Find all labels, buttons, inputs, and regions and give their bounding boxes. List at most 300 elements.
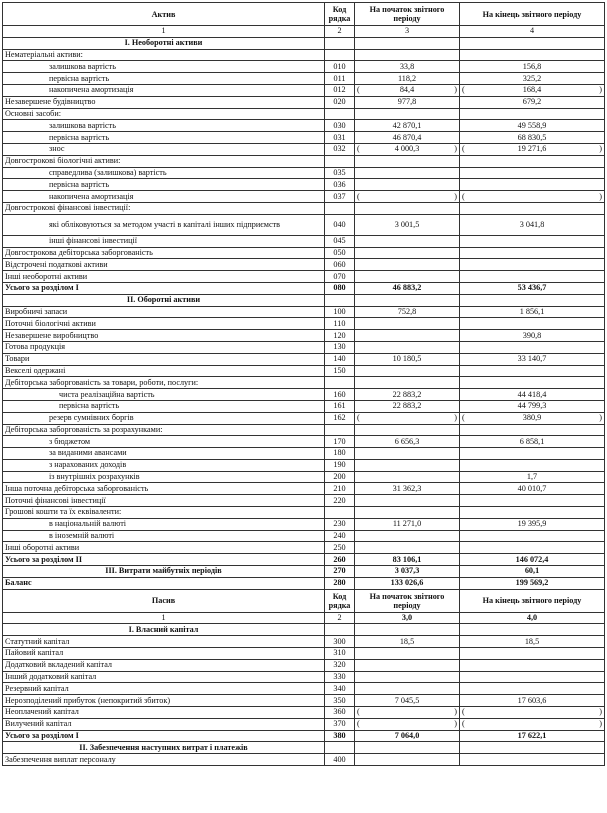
value-begin: 6 656,3 bbox=[355, 436, 460, 448]
value-begin-value: 4 000,3 bbox=[394, 144, 420, 154]
value-end: 1 856,1 bbox=[460, 306, 605, 318]
assets-header-row bbox=[3, 3, 605, 26]
table-row bbox=[3, 330, 605, 342]
liabilities-header-row bbox=[3, 589, 605, 612]
open-paren: ( bbox=[462, 191, 465, 201]
value-begin bbox=[355, 424, 460, 436]
value-end: 390,8 bbox=[460, 330, 605, 342]
value-end bbox=[460, 412, 605, 424]
value-end: 146 072,4 bbox=[460, 554, 605, 566]
row-label: Дебіторська заборгованість за розрахунками: bbox=[3, 424, 325, 436]
row-label: Інша поточна дебіторська заборгованість bbox=[3, 483, 325, 495]
value-begin bbox=[355, 271, 460, 283]
col-number: 1 bbox=[3, 612, 325, 624]
row-label: Незавершене будівництво bbox=[3, 96, 325, 108]
row-code: 040 bbox=[325, 214, 355, 235]
table-row bbox=[3, 683, 605, 695]
section-heading-row bbox=[3, 624, 605, 636]
table-row bbox=[3, 448, 605, 460]
row-code: 012 bbox=[325, 84, 355, 96]
value-begin bbox=[355, 191, 460, 203]
value-begin bbox=[355, 624, 460, 636]
liabilities-header-label: Пасив bbox=[3, 589, 325, 612]
value-end-value: 19 271,6 bbox=[517, 144, 547, 154]
row-code: 280 bbox=[325, 577, 355, 589]
assets-header-end: На кінець звітного періоду bbox=[460, 3, 605, 26]
table-row bbox=[3, 671, 605, 683]
value-end: 53 436,7 bbox=[460, 282, 605, 294]
value-end bbox=[460, 259, 605, 271]
row-code: 110 bbox=[325, 318, 355, 330]
row-code: 035 bbox=[325, 167, 355, 179]
row-code: 011 bbox=[325, 73, 355, 85]
value-begin bbox=[355, 247, 460, 259]
table-row bbox=[3, 554, 605, 566]
value-end bbox=[460, 318, 605, 330]
row-code: 310 bbox=[325, 648, 355, 660]
row-label: Усього за розділом I bbox=[3, 282, 325, 294]
value-end bbox=[460, 108, 605, 120]
table-row bbox=[3, 235, 605, 247]
table-row bbox=[3, 754, 605, 766]
table-row bbox=[3, 143, 605, 155]
row-code bbox=[325, 49, 355, 61]
row-label: Інші оборотні активи bbox=[3, 542, 325, 554]
row-label: які обліковуються за методом участі в капіталі інших підприємств bbox=[3, 214, 325, 235]
row-label: із внутрішніх розрахунків bbox=[3, 471, 325, 483]
row-code: 210 bbox=[325, 483, 355, 495]
value-begin bbox=[355, 683, 460, 695]
row-code bbox=[325, 624, 355, 636]
value-begin: 7 045,5 bbox=[355, 695, 460, 707]
assets-section bbox=[3, 3, 605, 590]
row-code: 400 bbox=[325, 754, 355, 766]
table-row bbox=[3, 61, 605, 73]
assets-column-numbers bbox=[3, 26, 605, 38]
row-code bbox=[325, 294, 355, 306]
value-end bbox=[460, 718, 605, 730]
value-end: 68 830,5 bbox=[460, 132, 605, 144]
table-row bbox=[3, 132, 605, 144]
row-label: інші фінансові інвестиції bbox=[3, 235, 325, 247]
row-label: Векселі одержані bbox=[3, 365, 325, 377]
value-end: 19 395,9 bbox=[460, 518, 605, 530]
value-begin bbox=[355, 459, 460, 471]
value-end-value: 380,9 bbox=[522, 413, 542, 423]
value-end: 33 140,7 bbox=[460, 353, 605, 365]
row-code: 320 bbox=[325, 659, 355, 671]
row-label: Статутний капітал bbox=[3, 636, 325, 648]
row-code: 350 bbox=[325, 695, 355, 707]
row-label: Довгострокові біологічні активи: bbox=[3, 155, 325, 167]
open-paren: ( bbox=[462, 707, 465, 717]
col-number: 4,0 bbox=[460, 612, 605, 624]
value-end bbox=[460, 507, 605, 519]
row-code: 260 bbox=[325, 554, 355, 566]
section-title: I. Необоротні активи bbox=[3, 37, 325, 49]
row-label: Довгострокові фінансові інвестиції: bbox=[3, 202, 325, 214]
liabilities-header-end: На кінець звітного періоду bbox=[460, 589, 605, 612]
table-row bbox=[3, 282, 605, 294]
row-label: Поточні біологічні активи bbox=[3, 318, 325, 330]
liabilities-header-code: Код рядка bbox=[325, 589, 355, 612]
row-label: Усього за розділом II bbox=[3, 554, 325, 566]
row-label: справедлива (залишкова) вартість bbox=[3, 167, 325, 179]
value-end bbox=[460, 247, 605, 259]
row-code: 036 bbox=[325, 179, 355, 191]
col-number: 1 bbox=[3, 26, 325, 38]
table-row bbox=[3, 108, 605, 120]
value-end bbox=[460, 179, 605, 191]
row-label: первісна вартість bbox=[3, 179, 325, 191]
value-end bbox=[460, 459, 605, 471]
table-row bbox=[3, 120, 605, 132]
section-heading-row bbox=[3, 37, 605, 49]
row-code: 031 bbox=[325, 132, 355, 144]
row-code bbox=[325, 742, 355, 754]
row-label: Довгострокова дебіторська заборгованість bbox=[3, 247, 325, 259]
row-code: 140 bbox=[325, 353, 355, 365]
value-begin bbox=[355, 530, 460, 542]
value-begin: 977,8 bbox=[355, 96, 460, 108]
table-row bbox=[3, 695, 605, 707]
value-end bbox=[460, 84, 605, 96]
row-label: Резервний капітал bbox=[3, 683, 325, 695]
open-paren: ( bbox=[357, 144, 360, 154]
value-begin bbox=[355, 412, 460, 424]
value-begin-value: 84,4 bbox=[399, 85, 415, 95]
value-end bbox=[460, 742, 605, 754]
value-end bbox=[460, 648, 605, 660]
row-label: III. Витрати майбутніх періодів bbox=[3, 566, 325, 578]
open-paren: ( bbox=[462, 85, 465, 95]
row-code: 340 bbox=[325, 683, 355, 695]
table-row bbox=[3, 471, 605, 483]
row-code: 162 bbox=[325, 412, 355, 424]
row-code: 120 bbox=[325, 330, 355, 342]
close-paren: ) bbox=[454, 85, 457, 95]
table-row bbox=[3, 730, 605, 742]
value-begin bbox=[355, 471, 460, 483]
row-code: 240 bbox=[325, 530, 355, 542]
value-end bbox=[460, 542, 605, 554]
row-code: 020 bbox=[325, 96, 355, 108]
table-row bbox=[3, 707, 605, 719]
value-begin: 752,8 bbox=[355, 306, 460, 318]
value-end bbox=[460, 448, 605, 460]
value-begin bbox=[355, 671, 460, 683]
row-code: 150 bbox=[325, 365, 355, 377]
row-code: 030 bbox=[325, 120, 355, 132]
value-begin: 10 180,5 bbox=[355, 353, 460, 365]
row-label: первісна вартість bbox=[3, 132, 325, 144]
liabilities-header-begin: На початок звітного періоду bbox=[355, 589, 460, 612]
row-code: 070 bbox=[325, 271, 355, 283]
row-label: Усього за розділом I bbox=[3, 730, 325, 742]
row-label: Виробничі запаси bbox=[3, 306, 325, 318]
section-title: II. Забезпечення наступних витрат і платежів bbox=[3, 742, 325, 754]
value-end bbox=[460, 49, 605, 61]
value-end bbox=[460, 683, 605, 695]
value-begin bbox=[355, 155, 460, 167]
value-end: 44 418,4 bbox=[460, 389, 605, 401]
value-begin bbox=[355, 507, 460, 519]
close-paren: ) bbox=[454, 707, 457, 717]
value-begin bbox=[355, 495, 460, 507]
value-end bbox=[460, 530, 605, 542]
row-label: Незавершене виробництво bbox=[3, 330, 325, 342]
section-title: I. Власний капітал bbox=[3, 624, 325, 636]
value-end bbox=[460, 495, 605, 507]
value-end bbox=[460, 365, 605, 377]
liabilities-column-numbers bbox=[3, 612, 605, 624]
value-begin bbox=[355, 318, 460, 330]
row-label: Готова продукція bbox=[3, 341, 325, 353]
value-end: 199 569,2 bbox=[460, 577, 605, 589]
row-label: Товари bbox=[3, 353, 325, 365]
row-label: Грошові кошти та їх еквіваленти: bbox=[3, 507, 325, 519]
col-number: 4 bbox=[460, 26, 605, 38]
value-begin: 3 001,5 bbox=[355, 214, 460, 235]
balance-sheet-table bbox=[2, 2, 605, 766]
row-label: Інший додатковий капітал bbox=[3, 671, 325, 683]
value-end: 325,2 bbox=[460, 73, 605, 85]
assets-header-code: Код рядка bbox=[325, 3, 355, 26]
table-row bbox=[3, 566, 605, 578]
value-begin: 22 883,2 bbox=[355, 389, 460, 401]
value-begin bbox=[355, 707, 460, 719]
close-paren: ) bbox=[599, 144, 602, 154]
col-number: 3 bbox=[355, 26, 460, 38]
row-code: 170 bbox=[325, 436, 355, 448]
value-begin bbox=[355, 742, 460, 754]
row-code bbox=[325, 37, 355, 49]
value-begin: 46 883,2 bbox=[355, 282, 460, 294]
value-begin bbox=[355, 37, 460, 49]
table-row bbox=[3, 353, 605, 365]
table-row bbox=[3, 389, 605, 401]
value-end bbox=[460, 294, 605, 306]
row-code: 037 bbox=[325, 191, 355, 203]
table-row bbox=[3, 718, 605, 730]
open-paren: ( bbox=[462, 719, 465, 729]
value-end bbox=[460, 624, 605, 636]
close-paren: ) bbox=[599, 707, 602, 717]
row-code: 010 bbox=[325, 61, 355, 73]
row-label: накопичена амортизація bbox=[3, 84, 325, 96]
value-end bbox=[460, 235, 605, 247]
row-label: Додатковий вкладений капітал bbox=[3, 659, 325, 671]
value-end bbox=[460, 754, 605, 766]
close-paren: ) bbox=[454, 719, 457, 729]
table-row bbox=[3, 507, 605, 519]
close-paren: ) bbox=[599, 85, 602, 95]
value-begin bbox=[355, 754, 460, 766]
value-end bbox=[460, 671, 605, 683]
row-label: чиста реалізаційна вартість bbox=[3, 389, 325, 401]
open-paren: ( bbox=[357, 707, 360, 717]
row-code: 100 bbox=[325, 306, 355, 318]
row-label: Інші необоротні активи bbox=[3, 271, 325, 283]
row-label: Відстрочені податкові активи bbox=[3, 259, 325, 271]
row-label: первісна вартість bbox=[3, 400, 325, 412]
row-code: 300 bbox=[325, 636, 355, 648]
close-paren: ) bbox=[599, 191, 602, 201]
value-begin bbox=[355, 143, 460, 155]
table-row bbox=[3, 659, 605, 671]
value-end-value: 168,4 bbox=[522, 85, 542, 95]
row-code: 160 bbox=[325, 389, 355, 401]
row-code: 060 bbox=[325, 259, 355, 271]
row-code bbox=[325, 108, 355, 120]
section-title: II. Оборотні активи bbox=[3, 294, 325, 306]
close-paren: ) bbox=[454, 413, 457, 423]
open-paren: ( bbox=[462, 144, 465, 154]
value-begin bbox=[355, 659, 460, 671]
value-begin: 3 037,3 bbox=[355, 566, 460, 578]
value-end bbox=[460, 202, 605, 214]
row-label: з нарахованих доходів bbox=[3, 459, 325, 471]
row-label: в національній валюті bbox=[3, 518, 325, 530]
row-label: за виданими авансами bbox=[3, 448, 325, 460]
table-row bbox=[3, 424, 605, 436]
value-begin bbox=[355, 108, 460, 120]
value-begin: 83 106,1 bbox=[355, 554, 460, 566]
open-paren: ( bbox=[462, 413, 465, 423]
row-code: 250 bbox=[325, 542, 355, 554]
value-begin: 33,8 bbox=[355, 61, 460, 73]
table-row bbox=[3, 202, 605, 214]
row-code bbox=[325, 424, 355, 436]
table-row bbox=[3, 518, 605, 530]
row-label: знос bbox=[3, 143, 325, 155]
row-label: Основні засоби: bbox=[3, 108, 325, 120]
value-begin bbox=[355, 542, 460, 554]
value-begin bbox=[355, 259, 460, 271]
row-label: Вилучений капітал bbox=[3, 718, 325, 730]
value-end: 49 558,9 bbox=[460, 120, 605, 132]
row-code: 190 bbox=[325, 459, 355, 471]
value-end bbox=[460, 377, 605, 389]
table-row bbox=[3, 179, 605, 191]
close-paren: ) bbox=[599, 413, 602, 423]
table-row bbox=[3, 412, 605, 424]
value-end: 18,5 bbox=[460, 636, 605, 648]
table-row bbox=[3, 483, 605, 495]
row-code: 380 bbox=[325, 730, 355, 742]
value-end: 156,8 bbox=[460, 61, 605, 73]
value-end: 3 041,8 bbox=[460, 214, 605, 235]
row-code: 270 bbox=[325, 566, 355, 578]
row-code: 220 bbox=[325, 495, 355, 507]
row-code: 360 bbox=[325, 707, 355, 719]
row-label: накопичена амортизація bbox=[3, 191, 325, 203]
row-label: залишкова вартість bbox=[3, 120, 325, 132]
table-row bbox=[3, 49, 605, 61]
section-heading-row bbox=[3, 294, 605, 306]
section-heading-row bbox=[3, 742, 605, 754]
table-row bbox=[3, 377, 605, 389]
assets-header-begin: На початок звітного періоду bbox=[355, 3, 460, 26]
row-code: 130 bbox=[325, 341, 355, 353]
row-label: резерв сумнівних боргів bbox=[3, 412, 325, 424]
row-label: первісна вартість bbox=[3, 73, 325, 85]
value-begin bbox=[355, 648, 460, 660]
table-row bbox=[3, 259, 605, 271]
value-begin: 118,2 bbox=[355, 73, 460, 85]
value-begin: 31 362,3 bbox=[355, 483, 460, 495]
value-begin: 42 870,1 bbox=[355, 120, 460, 132]
table-row bbox=[3, 84, 605, 96]
col-number: 3,0 bbox=[355, 612, 460, 624]
table-row bbox=[3, 167, 605, 179]
col-number: 2 bbox=[325, 612, 355, 624]
row-label: Неоплачений капітал bbox=[3, 707, 325, 719]
row-label: Забезпечення виплат персоналу bbox=[3, 754, 325, 766]
table-row bbox=[3, 96, 605, 108]
row-label: з бюджетом bbox=[3, 436, 325, 448]
table-row bbox=[3, 648, 605, 660]
table-row bbox=[3, 191, 605, 203]
value-begin bbox=[355, 365, 460, 377]
table-row bbox=[3, 155, 605, 167]
liabilities-section bbox=[3, 589, 605, 765]
value-end: 1,7 bbox=[460, 471, 605, 483]
value-begin bbox=[355, 448, 460, 460]
table-row bbox=[3, 247, 605, 259]
value-end bbox=[460, 659, 605, 671]
value-end: 679,2 bbox=[460, 96, 605, 108]
row-code: 080 bbox=[325, 282, 355, 294]
value-begin bbox=[355, 377, 460, 389]
value-end bbox=[460, 167, 605, 179]
row-code: 200 bbox=[325, 471, 355, 483]
table-row bbox=[3, 271, 605, 283]
value-end bbox=[460, 341, 605, 353]
row-label: в іноземній валюті bbox=[3, 530, 325, 542]
value-end: 17 622,1 bbox=[460, 730, 605, 742]
value-end: 17 603,6 bbox=[460, 695, 605, 707]
close-paren: ) bbox=[454, 144, 457, 154]
row-code: 230 bbox=[325, 518, 355, 530]
row-code bbox=[325, 202, 355, 214]
row-code: 330 bbox=[325, 671, 355, 683]
table-row bbox=[3, 318, 605, 330]
row-code bbox=[325, 155, 355, 167]
value-begin bbox=[355, 167, 460, 179]
table-row bbox=[3, 495, 605, 507]
value-end: 6 858,1 bbox=[460, 436, 605, 448]
row-label: Пайовий капітал bbox=[3, 648, 325, 660]
table-row bbox=[3, 530, 605, 542]
table-row bbox=[3, 341, 605, 353]
value-begin: 133 026,6 bbox=[355, 577, 460, 589]
table-row bbox=[3, 214, 605, 235]
value-end bbox=[460, 155, 605, 167]
row-label: Поточні фінансові інвестиції bbox=[3, 495, 325, 507]
value-end bbox=[460, 191, 605, 203]
row-code: 032 bbox=[325, 143, 355, 155]
table-row bbox=[3, 577, 605, 589]
value-begin: 11 271,0 bbox=[355, 518, 460, 530]
table-row bbox=[3, 636, 605, 648]
value-end bbox=[460, 707, 605, 719]
row-label: Нерозподілений прибуток (непокритий збиток) bbox=[3, 695, 325, 707]
table-row bbox=[3, 459, 605, 471]
table-row bbox=[3, 365, 605, 377]
row-code bbox=[325, 507, 355, 519]
row-code: 050 bbox=[325, 247, 355, 259]
